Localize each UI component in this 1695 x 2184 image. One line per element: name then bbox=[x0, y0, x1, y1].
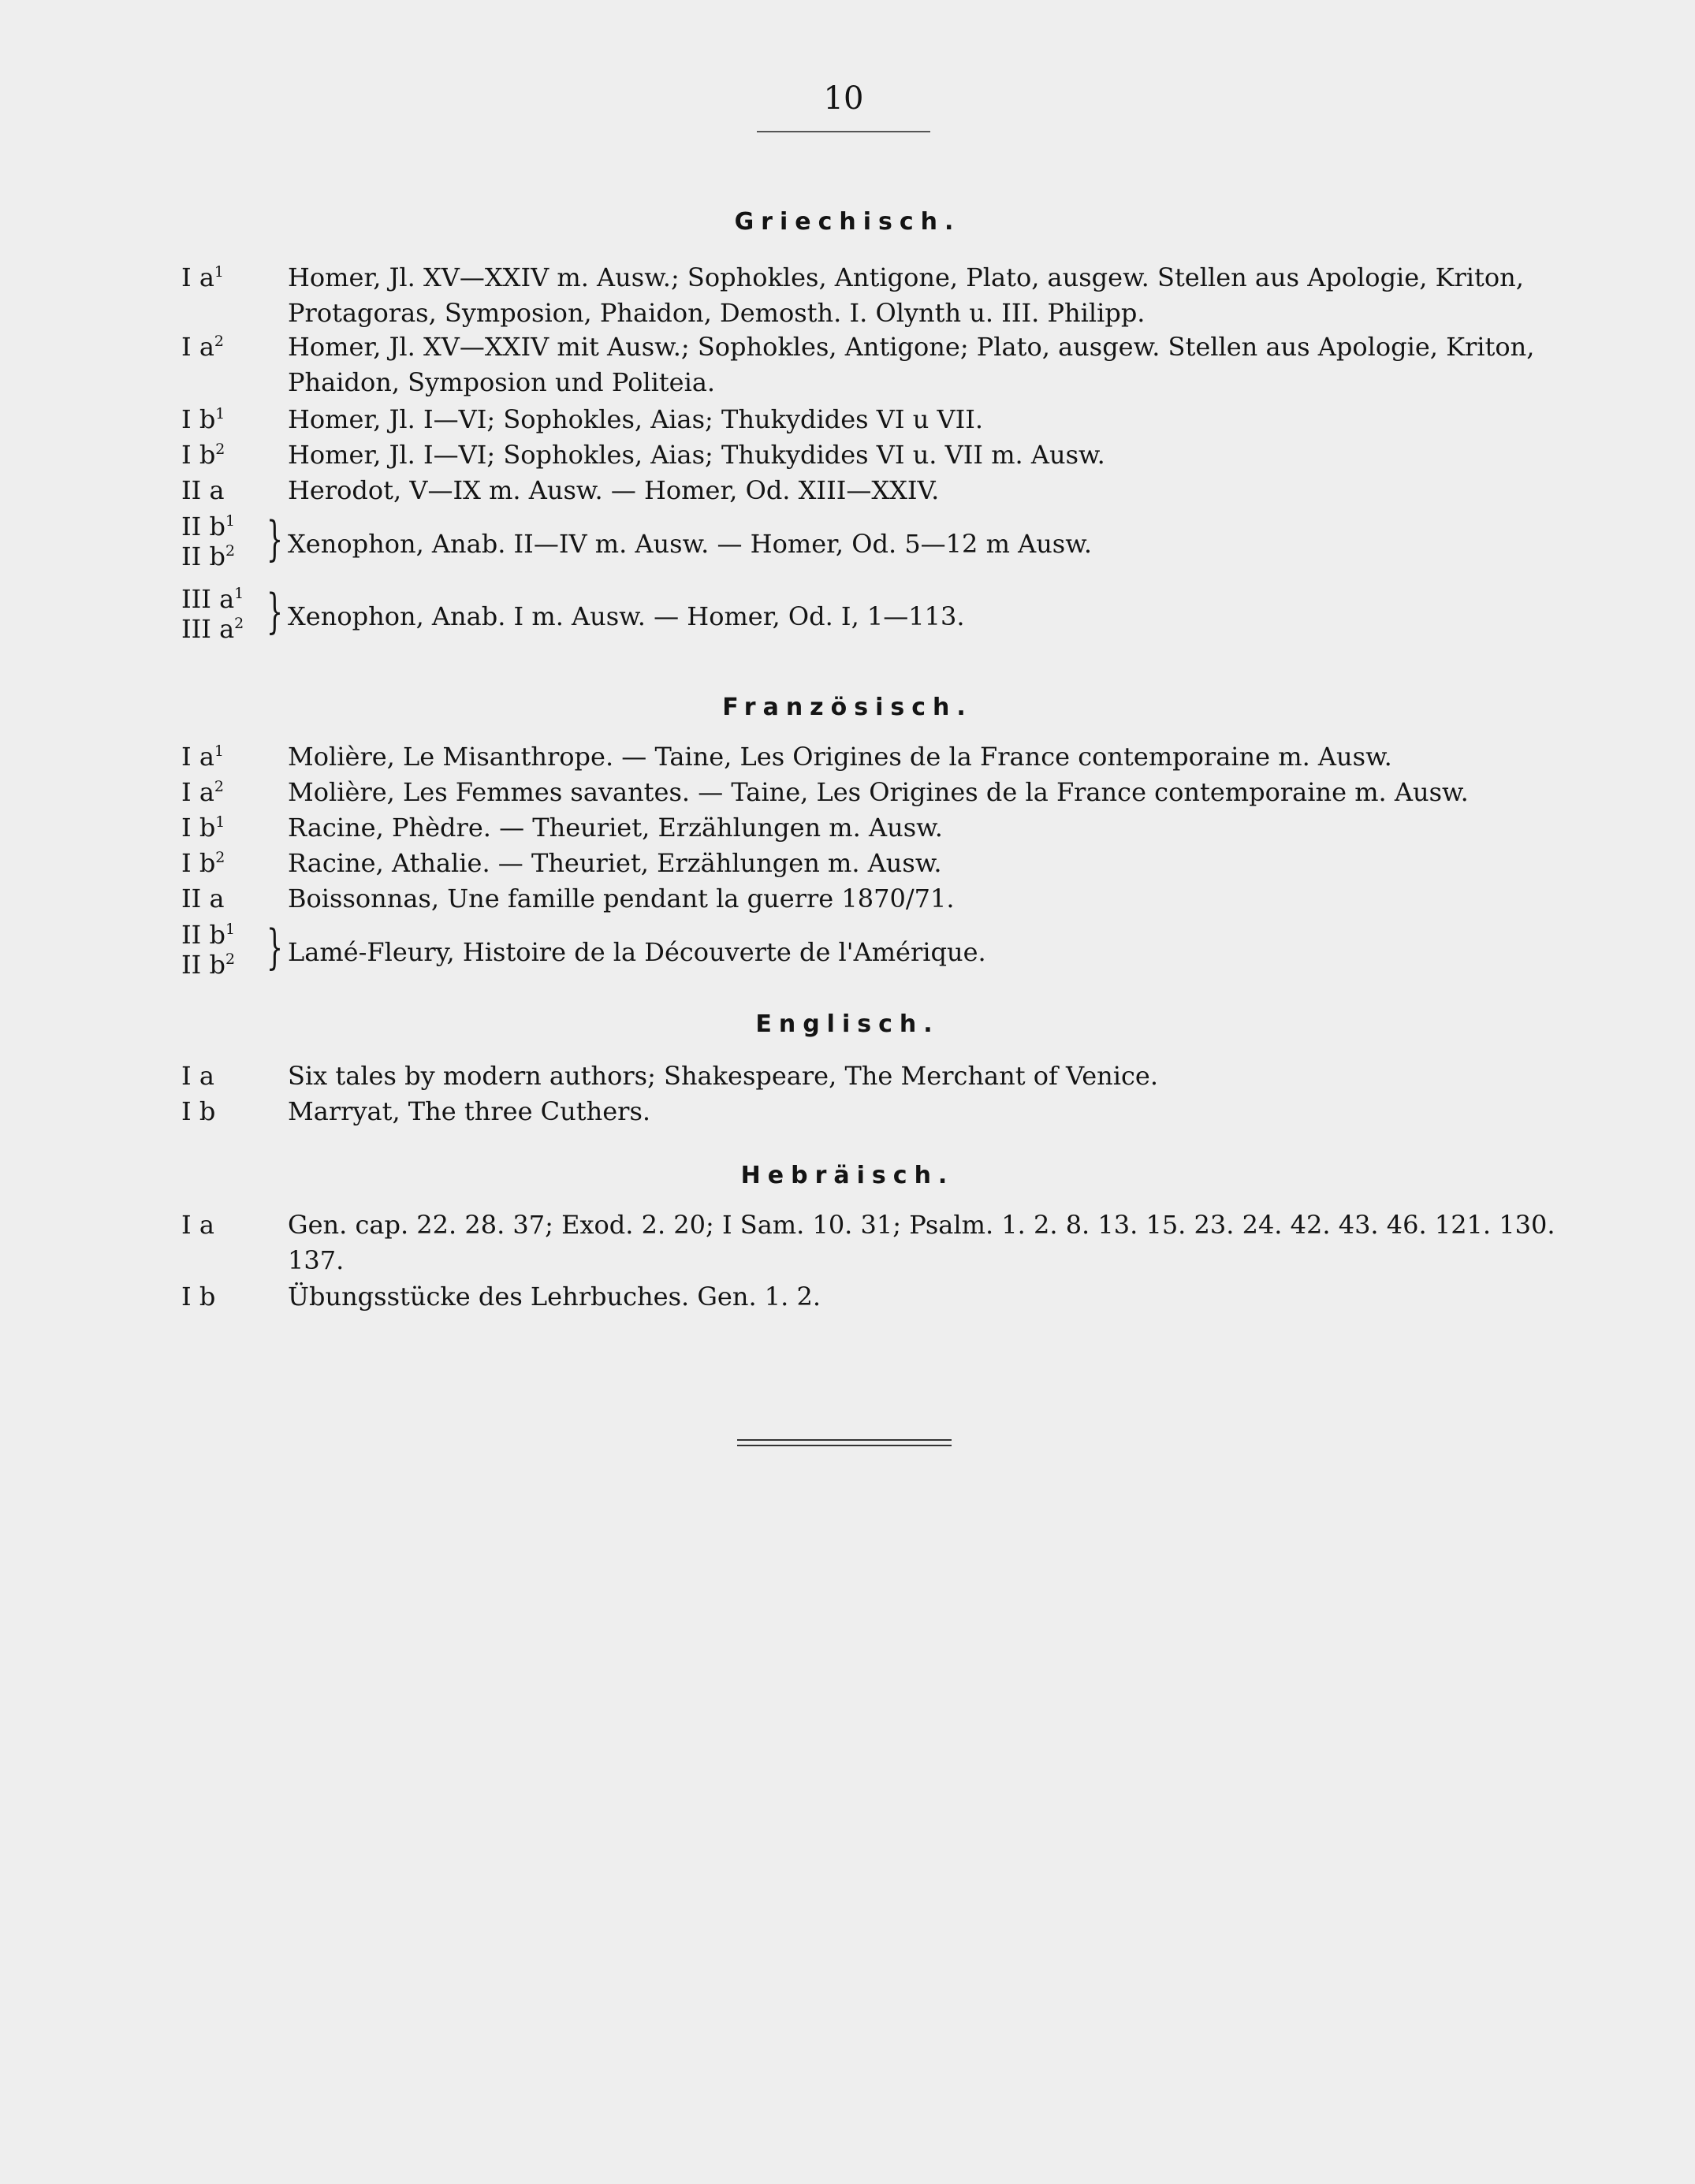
entry-text: Boissonnas, Une famille pendant la guerre 1870/71. bbox=[288, 884, 955, 913]
class-label: I $a^1$ bbox=[181, 262, 224, 292]
section-title-hebrew: Hebräisch. bbox=[740, 1162, 955, 1189]
class-label: I a bbox=[181, 1061, 214, 1091]
entry-text: Homer, Jl. XV—XXIV m. Ausw.; Sophokles, Antigone, Plato, ausgew. Stellen aus Apologie, Kriton, Protagoras, Symposion, Phaidon, Demosth. I. Olynth u. III. Philipp. bbox=[288, 262, 1524, 328]
entry-text: Racine, Phèdre. — Theuriet, Erzählungen m. Ausw. bbox=[288, 813, 943, 843]
entry-text: Six tales by modern authors; Shakespeare, The Merchant of Venice. bbox=[288, 1061, 1159, 1091]
class-label: II $b^2$ bbox=[181, 950, 236, 980]
class-label: I $a^1$ bbox=[181, 742, 224, 772]
entry-text: Übungsstücke des Lehrbuches. Gen. 1. 2. bbox=[288, 1282, 821, 1312]
entry-text: Homer, Jl. XV—XXIV mit Ausw.; Sophokles, Antigone; Plato, ausgew. Stellen aus Apologie, Kriton, Phaidon, Symposion und Politeia. bbox=[288, 332, 1535, 397]
page-number: 10 bbox=[823, 80, 864, 117]
class-label: I $a^2$ bbox=[181, 332, 224, 362]
class-label: II a bbox=[181, 475, 225, 505]
class-label: I $b^2$ bbox=[181, 440, 225, 470]
class-label: II $b^1$ bbox=[181, 920, 236, 950]
class-label: I b bbox=[181, 1096, 216, 1126]
class-label: I a bbox=[181, 1210, 214, 1240]
class-label: II $b^2$ bbox=[181, 541, 236, 571]
entry-text: Herodot, V—IX m. Ausw. — Homer, Od. XIII—XXIV. bbox=[288, 475, 940, 505]
brace: } bbox=[266, 584, 284, 639]
class-label: II $b^1$ bbox=[181, 512, 236, 541]
entry-text: Molière, Le Misanthrope. — Taine, Les Origines de la France contemporaine m. Ausw. bbox=[288, 742, 1392, 772]
entry-text: Homer, Jl. I—VI; Sophokles, Aias; Thukydides VI u VII. bbox=[288, 404, 984, 434]
brace: } bbox=[266, 512, 284, 567]
class-label: III $a^2$ bbox=[181, 614, 244, 644]
end-rule-top bbox=[737, 1439, 952, 1441]
end-rule-bottom bbox=[737, 1445, 952, 1446]
class-label: II a bbox=[181, 884, 225, 913]
entry-text: Molière, Les Femmes savantes. — Taine, Les Origines de la France contemporaine m. Ausw. bbox=[288, 777, 1469, 807]
entry-text: Lamé-Fleury, Histoire de la Découverte de l'Amérique. bbox=[288, 937, 986, 967]
page-number-rule bbox=[757, 131, 930, 132]
entry-text: Racine, Athalie. — Theuriet, Erzählungen m. Ausw. bbox=[288, 848, 942, 878]
class-label: I b bbox=[181, 1282, 216, 1312]
section-title-greek: Griechisch. bbox=[734, 208, 961, 236]
class-label: I $b^1$ bbox=[181, 813, 225, 843]
section-title-english: Englisch. bbox=[755, 1010, 940, 1038]
class-label: III $a^1$ bbox=[181, 584, 244, 614]
brace: } bbox=[266, 920, 284, 975]
entry-text: Homer, Jl. I—VI; Sophokles, Aias; Thukydides VI u. VII m. Ausw. bbox=[288, 440, 1105, 470]
class-label: I $b^2$ bbox=[181, 848, 225, 878]
entry-text: Gen. cap. 22. 28. 37; Exod. 2. 20; I Sam. 10. 31; Psalm. 1. 2. 8. 13. 15. 23. 24. 42. 43. 46. 121. 130. 137. bbox=[288, 1210, 1555, 1275]
entry-text: Xenophon, Anab. I m. Ausw. — Homer, Od. I, 1—113. bbox=[288, 601, 965, 631]
entry-text: Marryat, The three Cuthers. bbox=[288, 1096, 651, 1126]
class-label: I $a^2$ bbox=[181, 777, 224, 807]
section-title-french: Französisch. bbox=[722, 694, 973, 721]
entry-text: Xenophon, Anab. II—IV m. Ausw. — Homer, Od. 5—12 m Ausw. bbox=[288, 529, 1092, 559]
class-label: I $b^1$ bbox=[181, 404, 225, 434]
